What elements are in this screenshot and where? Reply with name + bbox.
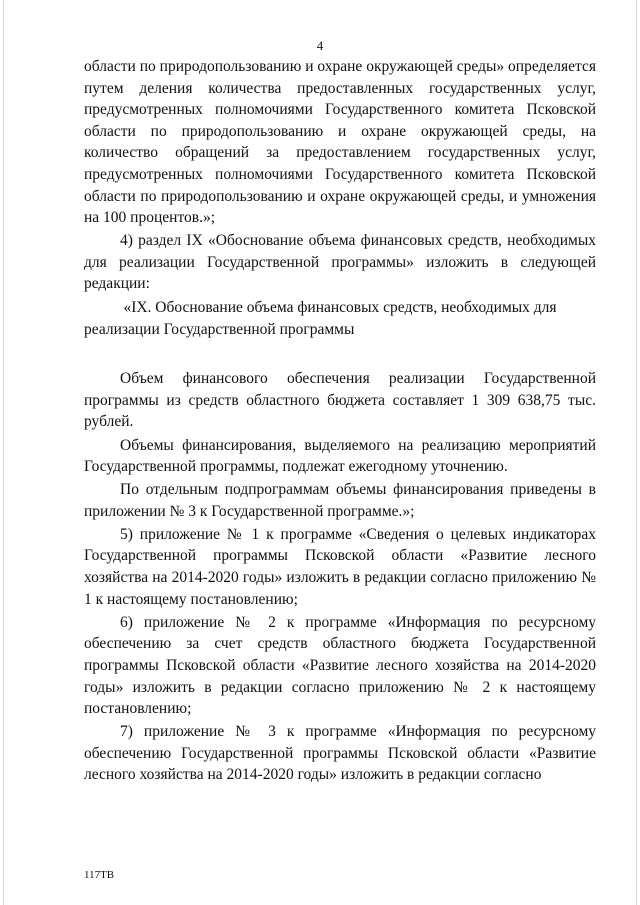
page-number: 4 [316,38,324,53]
document-code: 117ТВ [84,869,115,881]
paragraph-funding-update: Объемы финансирования, выделяемого на реализацию мероприятий Государственной программы, подлежат ежегодному уточнению. [84,436,596,476]
paragraph-funding-volume: Объем финансового обеспечения реализации Государственной программы из средств областного бюджета составляет 1 309 638,75 тыс. рублей. [84,370,596,431]
paragraph-continuation: области по природопользованию и охране окружающей среды» определяется путем деления количества предоставленных государственных услуг, предусмотренных полномочиями Государственного комитета Псковской области по природопользованию и охране окружающей среды, на количество обращений за предоставлением государственных услуг, предусмотренных полномочиями Государственного комитета Псковской области по природопользованию и охране окружающей среды, и умножения на 100 процентов.»; [84,58,596,227]
paragraph-item-6: 6) приложение № 2 к программе «Информация по ресурсному обеспечению за счет средств областного бюджета Государственной программы Псковской области «Развитие лесного хозяйства на 2014-2020 годы» изложить в редакции согласно приложению № 2 к настоящему постановлению; [84,613,596,718]
paragraph-item-7: 7) приложение № 3 к программе «Информация по ресурсному обеспечению Государственной программы Псковской области «Развитие лесного хозяйства на 2014-2020 годы» изложить в редакции согласно [84,723,596,784]
paragraph-item-4: 4) раздел IX «Обоснование объема финансовых средств, необходимых для реализации Государственной программы» изложить в следующей редакции: [84,232,596,293]
paragraph-subprograms: По отдельным подпрограммам объемы финансирования приведены в приложении № 3 к Государственной программе.»; [84,481,596,520]
document-body [84,56,596,788]
section-heading: «IX. Обоснование объема финансовых средств, необходимых для реализации Государственной программы [84,299,557,338]
scan-edge-left [3,0,4,905]
paragraph-item-5: 5) приложение № 1 к программе «Сведения о целевых индикаторах Государственной программы Псковской области «Развитие лесного хозяйства на 2014-2020 годы» изложить в редакции согласно приложению № 1 к настоящему постановлению; [84,525,596,608]
scan-edge-right [636,0,637,905]
